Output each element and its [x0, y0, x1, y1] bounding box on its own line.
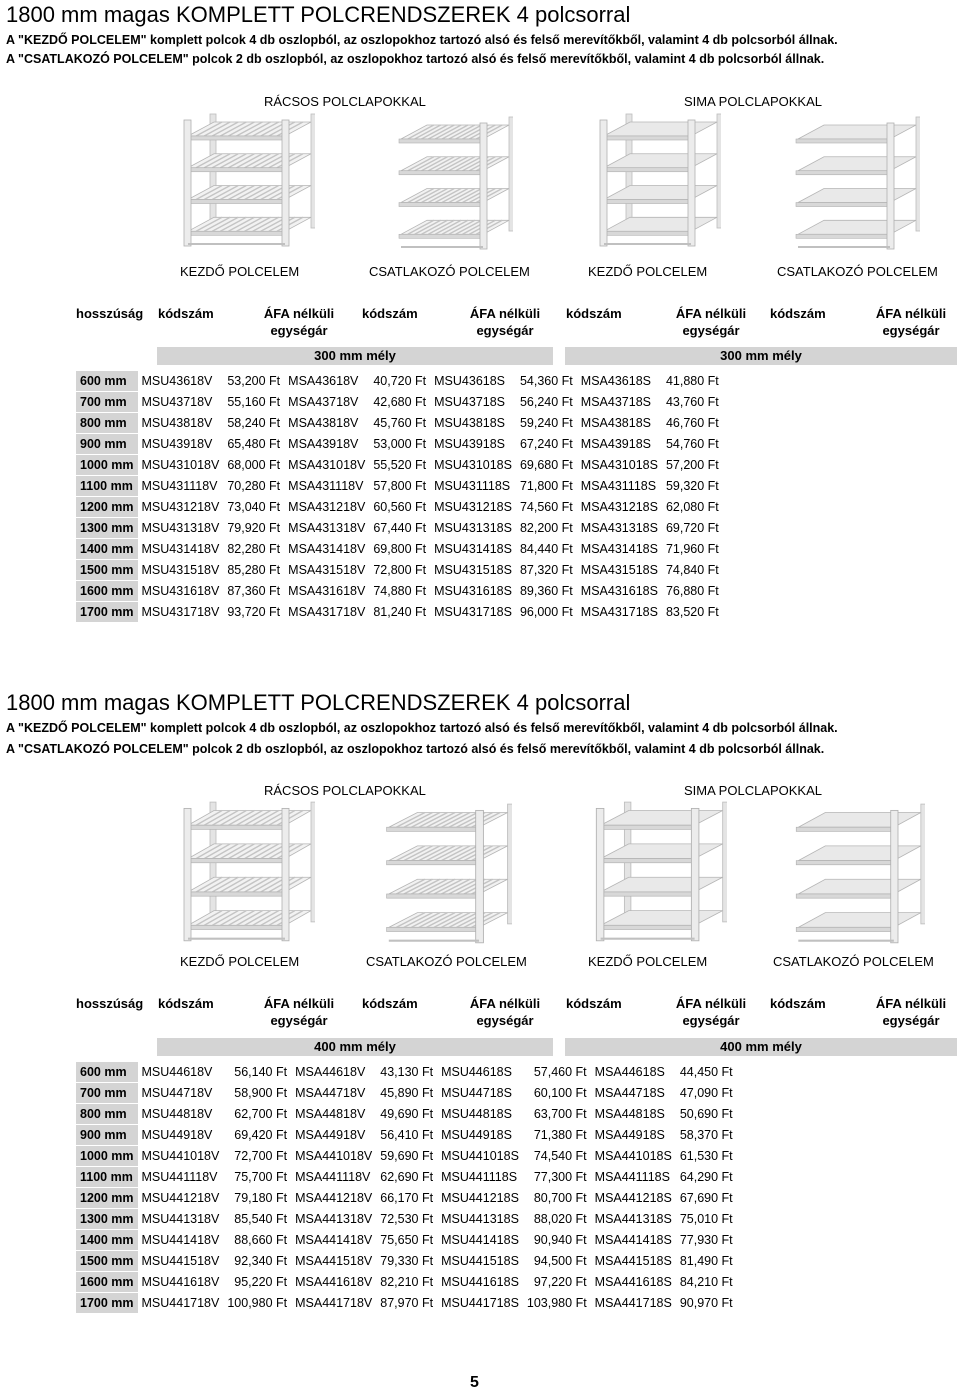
- code-cell: MSA431318S: [577, 518, 662, 539]
- price-cell: 67,440 Ft: [369, 518, 430, 539]
- price-cell: 97,220 Ft: [523, 1272, 591, 1293]
- code-cell: MSU441718S: [437, 1293, 523, 1314]
- section-title: 1800 mm magas KOMPLETT POLCRENDSZEREK 4 polcsorral: [6, 2, 631, 27]
- code-cell: MSU441218S: [437, 1188, 523, 1209]
- price-cell: 74,880 Ft: [369, 581, 430, 602]
- price-cell: 45,890 Ft: [376, 1083, 437, 1104]
- shelf-solid-addon-image: [790, 802, 925, 947]
- table-row: [76, 1293, 737, 1314]
- price-cell: 43,760 Ft: [662, 392, 723, 413]
- length-cell: 900 mm: [76, 1125, 138, 1146]
- code-cell: MSU441518S: [437, 1251, 523, 1272]
- length-cell: 700 mm: [76, 1083, 138, 1104]
- code-cell: MSA431318V: [284, 518, 369, 539]
- price-cell: 76,880 Ft: [662, 581, 723, 602]
- price-cell: 40,720 Ft: [369, 371, 430, 392]
- code-cell: MSA44818S: [591, 1104, 676, 1125]
- price-cell: 79,920 Ft: [223, 518, 284, 539]
- header-code: kódszám: [362, 996, 418, 1011]
- price-cell: 54,360 Ft: [516, 371, 577, 392]
- intro-line: A "KEZDŐ POLCELEM" komplett polcok 4 db oszlopból, az oszlopokhoz tartozó alsó és felső merevítőkből, valamint 4 db polcsorból állnak.: [6, 721, 838, 735]
- length-cell: 1300 mm: [76, 518, 138, 539]
- header-price: ÁFA nélküli egységár: [263, 306, 335, 338]
- price-cell: 77,930 Ft: [676, 1230, 737, 1251]
- code-cell: MSU431718S: [430, 602, 516, 623]
- code-cell: MSA43618V: [284, 371, 369, 392]
- header-price: ÁFA nélküli egységár: [875, 306, 947, 338]
- depth-label: 400 mm mély: [565, 1038, 957, 1056]
- code-cell: MSA43818V: [284, 413, 369, 434]
- code-cell: MSU44718S: [437, 1083, 523, 1104]
- price-cell: 57,460 Ft: [523, 1062, 591, 1083]
- price-cell: 70,280 Ft: [223, 476, 284, 497]
- header-price: ÁFA nélküli egységár: [875, 996, 947, 1028]
- code-cell: MSU43818V: [138, 413, 224, 434]
- table-row: [76, 602, 723, 623]
- length-cell: 1500 mm: [76, 1251, 138, 1272]
- table-row: [76, 455, 723, 476]
- price-cell: 74,540 Ft: [523, 1146, 591, 1167]
- length-cell: 1000 mm: [76, 1146, 138, 1167]
- length-cell: 1100 mm: [76, 1167, 138, 1188]
- price-cell: 42,680 Ft: [369, 392, 430, 413]
- price-cell: 82,200 Ft: [516, 518, 577, 539]
- price-cell: 56,410 Ft: [376, 1125, 437, 1146]
- header-length: hosszúság: [76, 306, 144, 321]
- shelf-solid-starter-image: [596, 112, 721, 250]
- price-cell: 69,420 Ft: [223, 1125, 291, 1146]
- code-cell: MSA43718V: [284, 392, 369, 413]
- length-cell: 1600 mm: [76, 1272, 138, 1293]
- price-cell: 75,700 Ft: [223, 1167, 291, 1188]
- code-cell: MSU441218V: [138, 1188, 224, 1209]
- price-cell: 71,800 Ft: [516, 476, 577, 497]
- table-row: [76, 497, 723, 518]
- length-cell: 700 mm: [76, 392, 138, 413]
- image-group-label: RÁCSOS POLCLAPOKKAL: [264, 783, 426, 798]
- price-cell: 81,240 Ft: [369, 602, 430, 623]
- code-cell: MSU441018S: [437, 1146, 523, 1167]
- code-cell: MSU43918V: [138, 434, 224, 455]
- price-table: [76, 1062, 737, 1314]
- price-table: [76, 371, 723, 623]
- code-cell: MSU43918S: [430, 434, 516, 455]
- table-row: [76, 1083, 737, 1104]
- code-cell: MSA431118V: [284, 476, 369, 497]
- price-cell: 67,690 Ft: [676, 1188, 737, 1209]
- price-cell: 84,440 Ft: [516, 539, 577, 560]
- length-cell: 800 mm: [76, 413, 138, 434]
- code-cell: MSA441718V: [291, 1293, 376, 1314]
- price-cell: 80,700 Ft: [523, 1188, 591, 1209]
- price-cell: 69,680 Ft: [516, 455, 577, 476]
- code-cell: MSU44918V: [138, 1125, 224, 1146]
- price-cell: 100,980 Ft: [223, 1293, 291, 1314]
- code-cell: MSU44818V: [138, 1104, 224, 1125]
- code-cell: MSA431718V: [284, 602, 369, 623]
- price-cell: 47,090 Ft: [676, 1083, 737, 1104]
- price-cell: 79,330 Ft: [376, 1251, 437, 1272]
- code-cell: MSA43918S: [577, 434, 662, 455]
- code-cell: MSA44918V: [291, 1125, 376, 1146]
- code-cell: MSA43618S: [577, 371, 662, 392]
- price-cell: 64,290 Ft: [676, 1167, 737, 1188]
- type-label: CSATLAKOZÓ POLCELEM: [777, 264, 938, 279]
- code-cell: MSU431518V: [138, 560, 224, 581]
- length-cell: 1200 mm: [76, 497, 138, 518]
- page-number: 5: [470, 1374, 479, 1391]
- depth-label: 300 mm mély: [565, 347, 957, 365]
- table-row: [76, 1167, 737, 1188]
- table-row: [76, 560, 723, 581]
- code-cell: MSU441018V: [138, 1146, 224, 1167]
- code-cell: MSU441618S: [437, 1272, 523, 1293]
- code-cell: MSU431618V: [138, 581, 224, 602]
- price-cell: 83,520 Ft: [662, 602, 723, 623]
- price-cell: 69,720 Ft: [662, 518, 723, 539]
- image-group-label: SIMA POLCLAPOKKAL: [684, 783, 823, 798]
- price-cell: 67,240 Ft: [516, 434, 577, 455]
- code-cell: MSA431018S: [577, 455, 662, 476]
- price-cell: 62,080 Ft: [662, 497, 723, 518]
- price-cell: 68,000 Ft: [223, 455, 284, 476]
- code-cell: MSU43618V: [138, 371, 224, 392]
- length-cell: 1400 mm: [76, 1230, 138, 1251]
- code-cell: MSA441518V: [291, 1251, 376, 1272]
- code-cell: MSU431118V: [138, 476, 224, 497]
- header-price: ÁFA nélküli egységár: [469, 996, 541, 1028]
- header-code: kódszám: [566, 306, 622, 321]
- price-cell: 85,540 Ft: [223, 1209, 291, 1230]
- table-row: [76, 1209, 737, 1230]
- price-cell: 72,800 Ft: [369, 560, 430, 581]
- price-cell: 103,980 Ft: [523, 1293, 591, 1314]
- length-cell: 600 mm: [76, 1062, 138, 1083]
- code-cell: MSU441318V: [138, 1209, 224, 1230]
- code-cell: MSA431118S: [577, 476, 662, 497]
- code-cell: MSA431018V: [284, 455, 369, 476]
- table-row: [76, 1104, 737, 1125]
- code-cell: MSU43718S: [430, 392, 516, 413]
- price-cell: 75,650 Ft: [376, 1230, 437, 1251]
- price-cell: 41,880 Ft: [662, 371, 723, 392]
- code-cell: MSU441518V: [138, 1251, 224, 1272]
- price-cell: 74,560 Ft: [516, 497, 577, 518]
- code-cell: MSA441318V: [291, 1209, 376, 1230]
- table-row: [76, 1146, 737, 1167]
- header-code: kódszám: [362, 306, 418, 321]
- code-cell: MSA441718S: [591, 1293, 676, 1314]
- code-cell: MSA431218V: [284, 497, 369, 518]
- price-cell: 61,530 Ft: [676, 1146, 737, 1167]
- code-cell: MSA441518S: [591, 1251, 676, 1272]
- code-cell: MSU431618S: [430, 581, 516, 602]
- code-cell: MSU431318S: [430, 518, 516, 539]
- price-cell: 92,340 Ft: [223, 1251, 291, 1272]
- code-cell: MSA441018V: [291, 1146, 376, 1167]
- length-cell: 1500 mm: [76, 560, 138, 581]
- price-cell: 84,210 Ft: [676, 1272, 737, 1293]
- code-cell: MSU431718V: [138, 602, 224, 623]
- code-cell: MSU44918S: [437, 1125, 523, 1146]
- code-cell: MSA431718S: [577, 602, 662, 623]
- price-cell: 71,960 Ft: [662, 539, 723, 560]
- code-cell: MSU441718V: [138, 1293, 224, 1314]
- header-code: kódszám: [770, 306, 826, 321]
- code-cell: MSU44718V: [138, 1083, 224, 1104]
- price-cell: 71,380 Ft: [523, 1125, 591, 1146]
- table-row: [76, 1062, 737, 1083]
- code-cell: MSA43918V: [284, 434, 369, 455]
- table-row: [76, 1125, 737, 1146]
- type-label: KEZDŐ POLCELEM: [180, 954, 300, 969]
- header-price: ÁFA nélküli egységár: [675, 996, 747, 1028]
- code-cell: MSU431318V: [138, 518, 224, 539]
- price-cell: 87,360 Ft: [223, 581, 284, 602]
- code-cell: MSA44918S: [591, 1125, 676, 1146]
- code-cell: MSU431018V: [138, 455, 224, 476]
- header-price: ÁFA nélküli egységár: [263, 996, 335, 1028]
- type-label: CSATLAKOZÓ POLCELEM: [366, 954, 527, 969]
- price-cell: 55,520 Ft: [369, 455, 430, 476]
- price-cell: 66,170 Ft: [376, 1188, 437, 1209]
- code-cell: MSA441218S: [591, 1188, 676, 1209]
- header-code: kódszám: [566, 996, 622, 1011]
- price-cell: 56,140 Ft: [223, 1062, 291, 1083]
- price-cell: 69,800 Ft: [369, 539, 430, 560]
- code-cell: MSA431518S: [577, 560, 662, 581]
- price-cell: 88,020 Ft: [523, 1209, 591, 1230]
- code-cell: MSU431418V: [138, 539, 224, 560]
- table-row: [76, 1272, 737, 1293]
- section-title: 1800 mm magas KOMPLETT POLCRENDSZEREK 4 polcsorral: [6, 690, 631, 715]
- code-cell: MSA44618S: [591, 1062, 676, 1083]
- code-cell: MSU431218S: [430, 497, 516, 518]
- price-cell: 77,300 Ft: [523, 1167, 591, 1188]
- code-cell: MSA441118S: [591, 1167, 676, 1188]
- price-section-300: [0, 0, 960, 640]
- type-label: KEZDŐ POLCELEM: [588, 264, 708, 279]
- length-cell: 1100 mm: [76, 476, 138, 497]
- length-cell: 1700 mm: [76, 1293, 138, 1314]
- price-cell: 46,760 Ft: [662, 413, 723, 434]
- code-cell: MSU43618S: [430, 371, 516, 392]
- price-cell: 88,660 Ft: [223, 1230, 291, 1251]
- code-cell: MSA431618S: [577, 581, 662, 602]
- length-cell: 600 mm: [76, 371, 138, 392]
- code-cell: MSA441318S: [591, 1209, 676, 1230]
- code-cell: MSA431518V: [284, 560, 369, 581]
- intro-line: A "CSATLAKOZÓ POLCELEM" polcok 2 db oszlopból, az oszlopokhoz tartozó alsó és felső merevítőkből, valamint 4 db polcsorból állnak.: [6, 52, 825, 66]
- length-cell: 1600 mm: [76, 581, 138, 602]
- table-row: [76, 413, 723, 434]
- code-cell: MSU43818S: [430, 413, 516, 434]
- type-label: KEZDŐ POLCELEM: [180, 264, 300, 279]
- table-row: [76, 539, 723, 560]
- price-cell: 53,000 Ft: [369, 434, 430, 455]
- code-cell: MSA441018S: [591, 1146, 676, 1167]
- price-cell: 85,280 Ft: [223, 560, 284, 581]
- table-row: [76, 371, 723, 392]
- code-cell: MSA441418V: [291, 1230, 376, 1251]
- code-cell: MSU44618S: [437, 1062, 523, 1083]
- shelf-grid-addon-image: [393, 115, 513, 253]
- shelf-solid-addon-image: [790, 115, 920, 253]
- header-price: ÁFA nélküli egységár: [469, 306, 541, 338]
- price-cell: 93,720 Ft: [223, 602, 284, 623]
- code-cell: MSU441118S: [437, 1167, 523, 1188]
- code-cell: MSA441218V: [291, 1188, 376, 1209]
- type-label: KEZDŐ POLCELEM: [588, 954, 708, 969]
- price-cell: 82,210 Ft: [376, 1272, 437, 1293]
- code-cell: MSA441118V: [291, 1167, 376, 1188]
- shelf-grid-starter-image: [180, 112, 315, 250]
- table-row: [76, 1230, 737, 1251]
- length-cell: 1700 mm: [76, 602, 138, 623]
- price-cell: 49,690 Ft: [376, 1104, 437, 1125]
- price-cell: 44,450 Ft: [676, 1062, 737, 1083]
- code-cell: MSA431418S: [577, 539, 662, 560]
- price-cell: 62,700 Ft: [223, 1104, 291, 1125]
- price-cell: 62,690 Ft: [376, 1167, 437, 1188]
- price-cell: 74,840 Ft: [662, 560, 723, 581]
- code-cell: MSA431618V: [284, 581, 369, 602]
- price-cell: 50,690 Ft: [676, 1104, 737, 1125]
- price-cell: 87,970 Ft: [376, 1293, 437, 1314]
- code-cell: MSU431418S: [430, 539, 516, 560]
- code-cell: MSA441618V: [291, 1272, 376, 1293]
- code-cell: MSA431418V: [284, 539, 369, 560]
- table-row: [76, 476, 723, 497]
- price-cell: 56,240 Ft: [516, 392, 577, 413]
- price-cell: 63,700 Ft: [523, 1104, 591, 1125]
- length-cell: 1400 mm: [76, 539, 138, 560]
- price-cell: 58,370 Ft: [676, 1125, 737, 1146]
- type-label: CSATLAKOZÓ POLCELEM: [369, 264, 530, 279]
- table-row: [76, 581, 723, 602]
- code-cell: MSU441418S: [437, 1230, 523, 1251]
- code-cell: MSA441618S: [591, 1272, 676, 1293]
- code-cell: MSU441118V: [138, 1167, 224, 1188]
- table-row: [76, 434, 723, 455]
- price-cell: 72,530 Ft: [376, 1209, 437, 1230]
- code-cell: MSA43718S: [577, 392, 662, 413]
- header-code: kódszám: [158, 996, 214, 1011]
- length-cell: 1300 mm: [76, 1209, 138, 1230]
- image-group-label: SIMA POLCLAPOKKAL: [684, 94, 823, 109]
- price-cell: 59,240 Ft: [516, 413, 577, 434]
- price-cell: 89,360 Ft: [516, 581, 577, 602]
- type-label: CSATLAKOZÓ POLCELEM: [773, 954, 934, 969]
- code-cell: MSA43818S: [577, 413, 662, 434]
- shelf-grid-addon-image: [380, 802, 512, 947]
- code-cell: MSU441418V: [138, 1230, 224, 1251]
- code-cell: MSU44818S: [437, 1104, 523, 1125]
- price-cell: 81,490 Ft: [676, 1251, 737, 1272]
- code-cell: MSA44718V: [291, 1083, 376, 1104]
- price-cell: 73,040 Ft: [223, 497, 284, 518]
- depth-label: 300 mm mély: [157, 347, 553, 365]
- code-cell: MSU441618V: [138, 1272, 224, 1293]
- code-cell: MSA44618V: [291, 1062, 376, 1083]
- code-cell: MSA441418S: [591, 1230, 676, 1251]
- price-cell: 90,970 Ft: [676, 1293, 737, 1314]
- code-cell: MSU431118S: [430, 476, 516, 497]
- table-row: [76, 1251, 737, 1272]
- header-price: ÁFA nélküli egységár: [675, 306, 747, 338]
- code-cell: MSA431218S: [577, 497, 662, 518]
- price-section-400: [0, 690, 960, 1330]
- shelf-grid-starter-image: [180, 800, 315, 945]
- header-code: kódszám: [158, 306, 214, 321]
- table-row: [76, 1188, 737, 1209]
- code-cell: MSU44618V: [138, 1062, 224, 1083]
- image-group-label: RÁCSOS POLCLAPOKKAL: [264, 94, 426, 109]
- code-cell: MSU431018S: [430, 455, 516, 476]
- length-cell: 900 mm: [76, 434, 138, 455]
- price-cell: 58,900 Ft: [223, 1083, 291, 1104]
- price-cell: 82,280 Ft: [223, 539, 284, 560]
- price-cell: 60,560 Ft: [369, 497, 430, 518]
- length-cell: 1200 mm: [76, 1188, 138, 1209]
- price-cell: 59,320 Ft: [662, 476, 723, 497]
- price-cell: 95,220 Ft: [223, 1272, 291, 1293]
- code-cell: MSU43718V: [138, 392, 224, 413]
- price-cell: 96,000 Ft: [516, 602, 577, 623]
- price-cell: 72,700 Ft: [223, 1146, 291, 1167]
- price-cell: 57,200 Ft: [662, 455, 723, 476]
- price-cell: 58,240 Ft: [223, 413, 284, 434]
- price-cell: 43,130 Ft: [376, 1062, 437, 1083]
- price-cell: 87,320 Ft: [516, 560, 577, 581]
- code-cell: MSA44818V: [291, 1104, 376, 1125]
- code-cell: MSU431518S: [430, 560, 516, 581]
- price-cell: 75,010 Ft: [676, 1209, 737, 1230]
- code-cell: MSU431218V: [138, 497, 224, 518]
- code-cell: MSU441318S: [437, 1209, 523, 1230]
- shelf-solid-starter-image: [592, 800, 727, 945]
- price-cell: 59,690 Ft: [376, 1146, 437, 1167]
- length-cell: 1000 mm: [76, 455, 138, 476]
- price-cell: 60,100 Ft: [523, 1083, 591, 1104]
- price-cell: 53,200 Ft: [223, 371, 284, 392]
- depth-label: 400 mm mély: [157, 1038, 553, 1056]
- price-cell: 65,480 Ft: [223, 434, 284, 455]
- price-cell: 45,760 Ft: [369, 413, 430, 434]
- price-cell: 55,160 Ft: [223, 392, 284, 413]
- price-cell: 79,180 Ft: [223, 1188, 291, 1209]
- price-cell: 94,500 Ft: [523, 1251, 591, 1272]
- price-cell: 54,760 Ft: [662, 434, 723, 455]
- price-cell: 57,800 Ft: [369, 476, 430, 497]
- intro-line: A "CSATLAKOZÓ POLCELEM" polcok 2 db oszlopból, az oszlopokhoz tartozó alsó és felső merevítőkből, valamint 4 db polcsorból állnak.: [6, 742, 825, 756]
- table-row: [76, 518, 723, 539]
- header-code: kódszám: [770, 996, 826, 1011]
- code-cell: MSA44718S: [591, 1083, 676, 1104]
- price-cell: 90,940 Ft: [523, 1230, 591, 1251]
- intro-line: A "KEZDŐ POLCELEM" komplett polcok 4 db oszlopból, az oszlopokhoz tartozó alsó és felső merevítőkből, valamint 4 db polcsorból állnak.: [6, 33, 838, 47]
- header-length: hosszúság: [76, 996, 144, 1011]
- table-row: [76, 392, 723, 413]
- length-cell: 800 mm: [76, 1104, 138, 1125]
